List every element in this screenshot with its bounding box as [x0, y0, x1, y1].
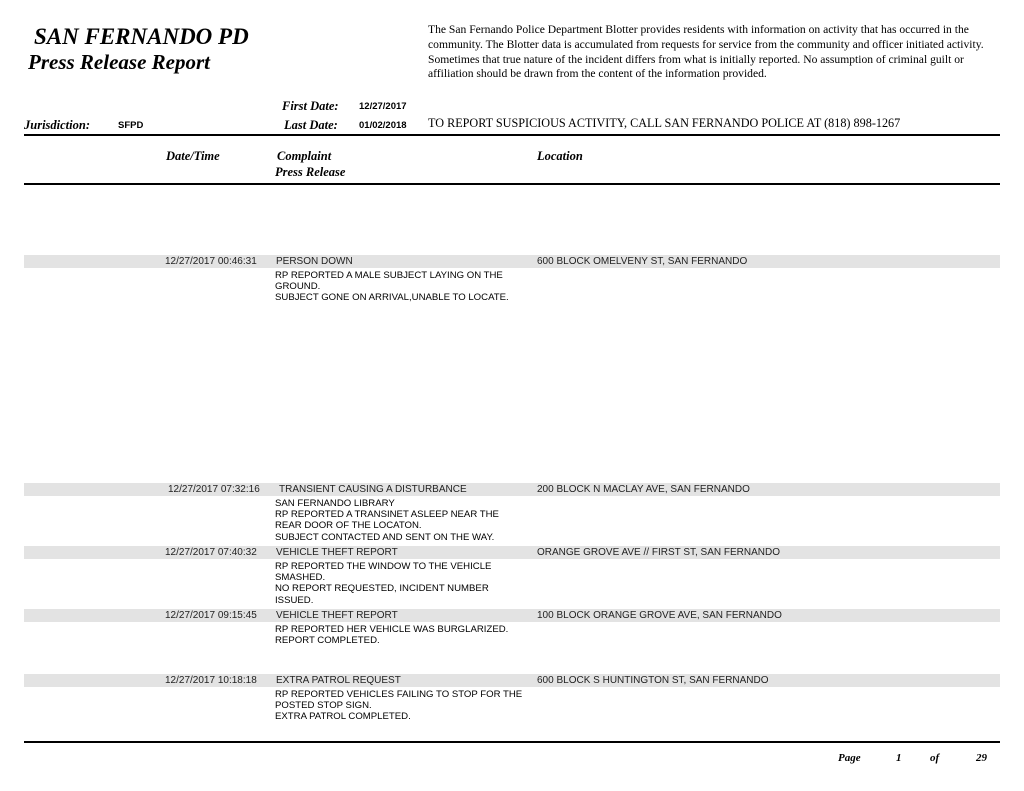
incident-press-release — [275, 270, 525, 304]
page-label: Page — [838, 752, 861, 764]
incident-complaint: PERSON DOWN — [276, 256, 353, 267]
column-datetime: Date/Time — [166, 149, 220, 163]
incident-location: 100 BLOCK ORANGE GROVE AVE, SAN FERNANDO — [537, 610, 782, 621]
column-press-release: Press Release — [275, 165, 346, 179]
incident-location: 200 BLOCK N MACLAY AVE, SAN FERNANDO — [537, 484, 750, 495]
contact-notice: TO REPORT SUSPICIOUS ACTIVITY, CALL SAN FERNANDO POLICE AT (818) 898-1267 — [428, 116, 901, 130]
incident-datetime: 12/27/2017 07:32:16 — [168, 484, 260, 495]
press-release-line: RP REPORTED A TRANSINET ASLEEP NEAR THE REAR DOOR OF THE LOCATON. — [275, 509, 499, 532]
incident-location: ORANGE GROVE AVE // FIRST ST, SAN FERNANDO — [537, 547, 781, 558]
last-date-value: 01/02/2018 — [359, 120, 407, 131]
incident-datetime: 12/27/2017 10:18:18 — [165, 675, 257, 686]
press-release-line: SUBJECT GONE ON ARRIVAL,UNABLE TO LOCATE. — [275, 292, 509, 304]
header-rule — [24, 134, 1000, 136]
agency-name: SAN FERNANDO PD — [34, 24, 249, 49]
incident-press-release — [275, 498, 525, 543]
first-date-label: First Date: — [282, 99, 339, 113]
incident-complaint: TRANSIENT CAUSING A DISTURBANCE — [279, 484, 467, 495]
press-release-line: RP REPORTED A MALE SUBJECT LAYING ON THE GROUND. — [275, 270, 503, 293]
disclaimer-text: The San Fernando Police Department Blotter provides residents with information on activity that has occurred in the community. The Blotter data is accumulated from requests for service from the community and officer initiated activity. Sometimes that true nature of the incident differs from what is initially reported. No assumption of criminal guilt or affiliation should be drawn from the content of the information provided. — [428, 23, 984, 81]
incident-datetime: 12/27/2017 09:15:45 — [165, 610, 257, 621]
incident-location: 600 BLOCK OMELVENY ST, SAN FERNANDO — [537, 256, 748, 267]
incident-datetime: 12/27/2017 00:46:31 — [165, 256, 257, 267]
press-release-line: RP REPORTED VEHICLES FAILING TO STOP FOR THE POSTED STOP SIGN. — [275, 689, 523, 712]
page-number: 1 — [896, 752, 902, 764]
incident-press-release — [275, 561, 525, 606]
incident-location: 600 BLOCK S HUNTINGTON ST, SAN FERNANDO — [537, 675, 769, 686]
total-pages: 29 — [976, 752, 987, 764]
incident-datetime: 12/27/2017 07:40:32 — [165, 547, 257, 558]
press-release-line: NO REPORT REQUESTED, INCIDENT NUMBER ISSUED. — [275, 583, 489, 606]
press-release-line: RP REPORTED HER VEHICLE WAS BURGLARIZED. — [275, 624, 509, 635]
incident-complaint: EXTRA PATROL REQUEST — [276, 675, 401, 686]
incident-complaint: VEHICLE THEFT REPORT — [276, 547, 398, 558]
incident-press-release — [275, 689, 525, 723]
press-release-line: REPORT COMPLETED. — [275, 635, 380, 647]
column-complaint: Complaint — [277, 149, 332, 163]
press-release-line: SUBJECT CONTACTED AND SENT ON THE WAY. — [275, 531, 495, 543]
jurisdiction-label: Jurisdiction: — [24, 118, 90, 132]
press-release-line: RP REPORTED THE WINDOW TO THE VEHICLE SMASHED. — [275, 561, 492, 584]
report-title: Press Release Report — [28, 50, 210, 74]
incident-complaint: VEHICLE THEFT REPORT — [276, 610, 398, 621]
press-release-line: EXTRA PATROL COMPLETED. — [275, 711, 411, 723]
footer-rule — [24, 741, 1000, 743]
incident-press-release — [275, 624, 525, 646]
last-date-label: Last Date: — [284, 118, 338, 132]
of-label: of — [930, 752, 940, 764]
columns-rule — [24, 183, 1000, 185]
press-release-line: SAN FERNANDO LIBRARY — [275, 498, 395, 509]
jurisdiction-value: SFPD — [118, 120, 144, 131]
column-location: Location — [537, 149, 583, 163]
first-date-value: 12/27/2017 — [359, 101, 407, 112]
